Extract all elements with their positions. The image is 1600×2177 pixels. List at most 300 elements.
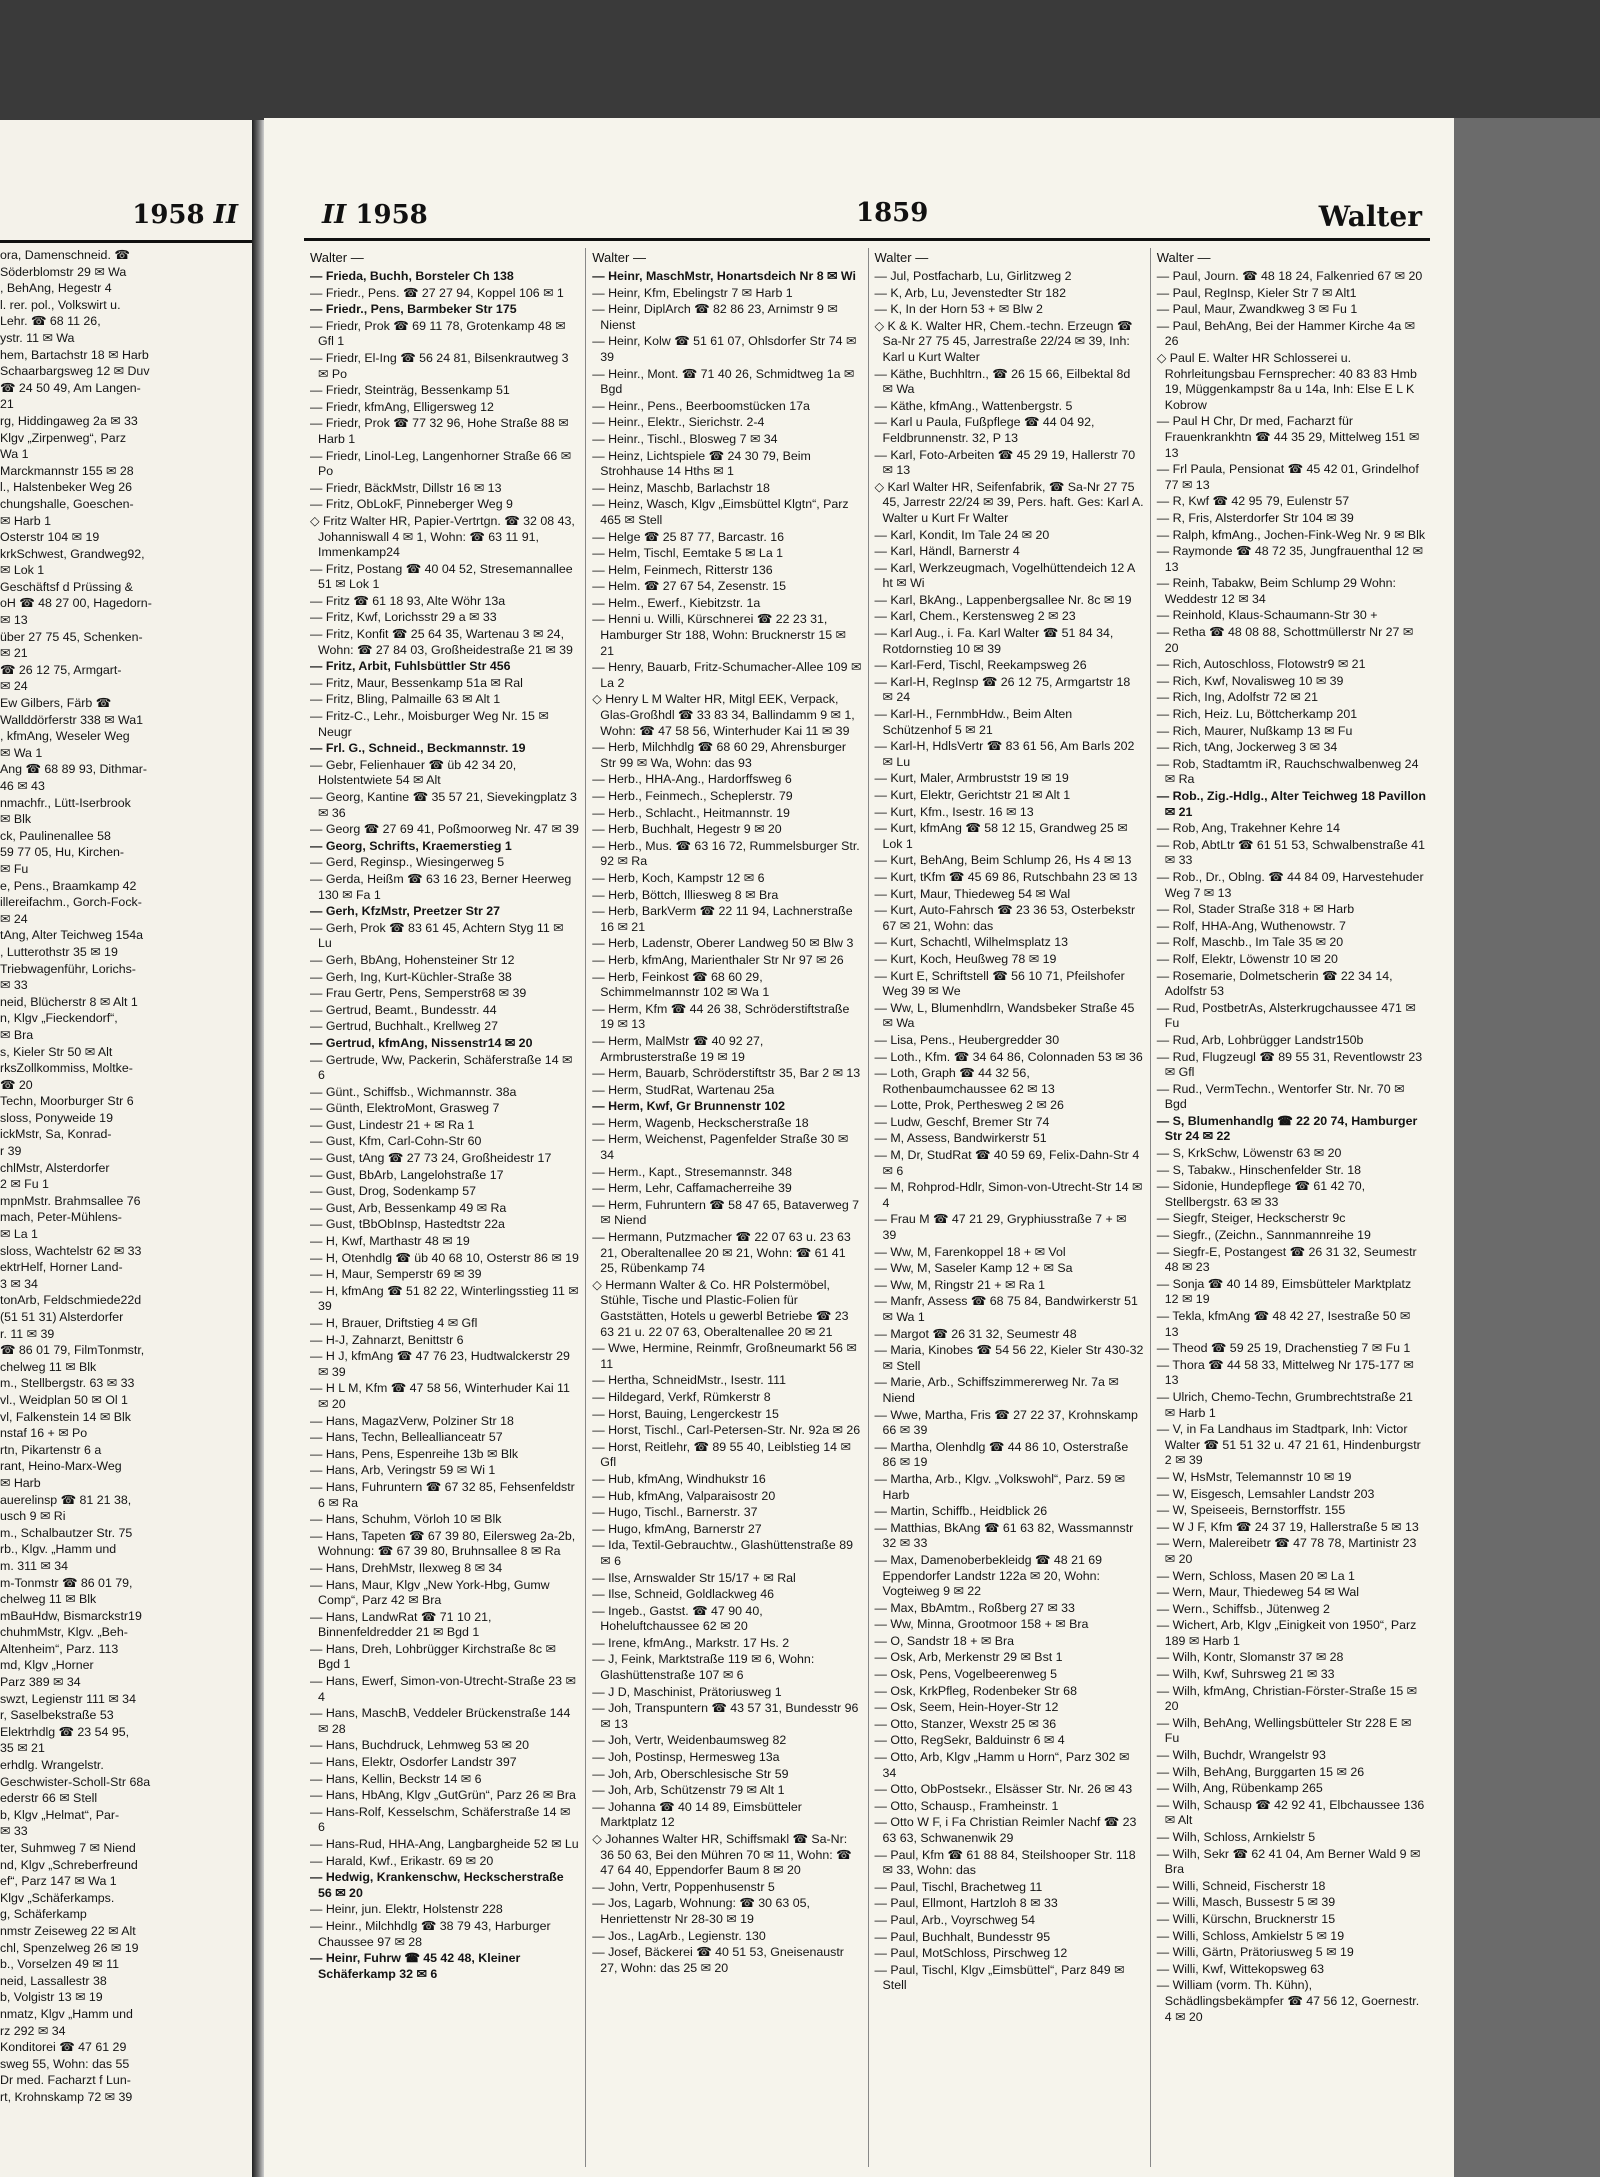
directory-entry: — Willi, Kwf, Wittekopsweg 63	[1156, 1961, 1325, 1976]
directory-entry: — Herm, Fuhruntern ☎ 58 47 65, Bataverweg 7 ✉ Niend	[592, 1197, 860, 1228]
directory-entry: — Otto W F, i Fa Christian Reimler Nachf ☎ 23 63 63, Schwanenwik 29	[874, 1815, 1137, 1845]
directory-entry: — Gerh, KfzMstr, Preetzer Str 27	[310, 904, 501, 919]
directory-entry: — Manfr, Assess ☎ 68 75 84, Bandwirkerstr 51 ✉ Wa 1	[874, 1294, 1138, 1324]
directory-entry: — Paul, RegInsp, Kieler Str 7 ✉ Alt1	[1156, 285, 1357, 300]
directory-entry: — Henry, Bauarb, Fritz-Schumacher-Allee 109 ✉ La 2	[592, 660, 862, 690]
directory-entry: — Frl Paula, Pensionat ☎ 45 42 01, Grindelhof 77 ✉ 13	[1156, 462, 1419, 492]
directory-entry: — M, Dr, StudRat ☎ 40 59 69, Felix-Dahn-Str 4 ✉ 6	[874, 1148, 1140, 1178]
directory-entry: — Paul, Arb., Voyrschweg 54	[874, 1912, 1035, 1927]
left-page-line: Lehr. ☎ 68 11 26,	[0, 314, 101, 329]
left-page-line: ✉ Lok 1	[0, 563, 45, 578]
directory-entry: ◇ Johannes Walter HR, Schiffsmakl ☎ Sa-Nr: 36 50 63, Bei den Mühren 70 ✉ 11, Wohn: ☎ 47 64 40, Eppendorfer Baum 8 ✉ 20	[592, 1832, 852, 1878]
directory-entry: — Joh, Vertr, Weidenbaumsweg 82	[592, 1733, 787, 1748]
directory-entry: — Thora ☎ 44 58 33, Mittelweg Nr 175-177 ✉ 13	[1156, 1357, 1414, 1388]
right-page-header	[264, 118, 1454, 233]
directory-entry: — Jos, Lagarb, Wohnung: ☎ 30 63 05, Henriettenstr Nr 28-30 ✉ 19	[592, 1896, 810, 1926]
left-page-line: ef“, Parz 147 ✉ Wa 1	[0, 1874, 117, 1889]
directory-entry: — Friedr, Steinträg, Bessenkamp 51	[310, 383, 510, 398]
directory-entry: — Frau M ☎ 47 21 29, Gryphiusstraße 7 + ✉ 39	[874, 1212, 1127, 1243]
directory-entry: — Paul, Buchhalt, Bundesstr 95	[874, 1929, 1051, 1944]
directory-entry: ◇ Paul E. Walter HR Schlosserei u. Rohrleitungsbau Fernsprecher: 40 83 83 Hmb 19, Müggenkampstr 8a u 14a, Inh: Else E L K Kobrow	[1156, 350, 1417, 412]
left-page-line: ektrHelf, Horner Land-	[0, 1260, 123, 1275]
directory-entry: — Martha, Olenhdlg ☎ 44 86 10, Osterstraße 86 ✉ 19	[874, 1439, 1129, 1470]
directory-entry: — Rud, Flugzeugl ☎ 89 55 31, Reventlowstr 23 ✉ Gfl	[1156, 1049, 1423, 1080]
left-page-line: sloss, Ponyweide 19	[0, 1110, 113, 1125]
directory-entry: — Wilh, Sekr ☎ 62 41 04, Am Berner Wald 9 ✉ Bra	[1156, 1846, 1421, 1877]
left-page-line: Parz 389 ✉ 34	[0, 1675, 81, 1690]
left-page-line: g, Schäferkamp	[0, 1907, 87, 1922]
left-page-line: ✉ Harb	[0, 1475, 41, 1490]
directory-entry: — Paul, Maur, Zwandkweg 3 ✉ Fu 1	[1156, 302, 1358, 317]
left-page-line: ☎ 26 12 75, Armgart-	[0, 662, 122, 677]
directory-entry: — Horst, Reitlehr, ☎ 89 55 40, Leiblstieg 14 ✉ Gfl	[592, 1439, 851, 1470]
left-page-line: ✉ Bra	[0, 1027, 34, 1042]
directory-entry: — Heinr, jun. Elektr, Holstenstr 228	[310, 1902, 503, 1917]
directory-entry: — Gerda, Heißm ☎ 63 16 23, Berner Heerweg 130 ✉ Fa 1	[310, 871, 572, 902]
directory-entry: — William (vorm. Th. Kühn), Schädlingsbekämpfer ☎ 47 56 12, Goernestr. 4 ✉ 20	[1156, 1978, 1420, 2024]
left-header-rule	[0, 240, 252, 243]
left-page-line: Marckmannstr 155 ✉ 28	[0, 463, 134, 478]
directory-entry: — Sidonie, Hundepflege ☎ 61 42 70, Stellbergstr. 63 ✉ 33	[1156, 1179, 1366, 1209]
directory-entry: — Joh, Postinsp, Hermesweg 13a	[592, 1750, 780, 1765]
directory-entry: — H-J, Zahnarzt, Benittstr 6	[310, 1332, 464, 1347]
directory-entry: — Hans, Tapeten ☎ 67 39 80, Eilersweg 2a-2b, Wohnung: ☎ 67 39 80, Bruhnsallee 8 ✉ Ra	[310, 1528, 576, 1559]
left-page-line: nmachfr., Lütt-Iserbrook	[0, 795, 131, 810]
left-page-line: b, Volgistr 13 ✉ 19	[0, 1990, 103, 2005]
header-rule	[304, 238, 1430, 241]
directory-entry: — Kurt, Elektr, Gerichtstr 21 ✉ Alt 1	[874, 788, 1071, 802]
left-page-line: rg, Hiddingaweg 2a ✉ 33	[0, 413, 138, 428]
directory-entry: — Gerd, Reginsp., Wiesingerweg 5	[310, 855, 505, 870]
left-page-line: rb., Klgv. „Hamm und	[0, 1542, 117, 1557]
directory-entry: — Herm, MalMstr ☎ 40 92 27, Armbrusterstraße 19 ✉ 19	[592, 1033, 764, 1064]
left-page-line: tAng, Alter Teichweg 154a	[0, 928, 144, 943]
directory-entry: — Hans, Pens, Espenreihe 13b ✉ Blk	[310, 1446, 519, 1461]
directory-column	[1151, 248, 1432, 2167]
left-page-line: mach, Peter-Mühlens-	[0, 1210, 122, 1225]
left-year: 1958	[132, 200, 205, 230]
directory-entry: — Helm., Ewerf., Kiebitzstr. 1a	[592, 595, 761, 610]
directory-entry: — Herm, Kwf, Gr Brunnenstr 102	[592, 1099, 786, 1114]
directory-entry: — M, Assess, Bandwirkerstr 51	[874, 1131, 1047, 1146]
directory-entry: — Hans, Maur, Klgv „New York-Hbg, Gumw Comp“, Parz 42 ✉ Bra	[310, 1577, 550, 1608]
directory-entry: — Fritz, Kwf, Lorichsstr 29 a ✉ 33	[310, 610, 497, 625]
directory-entry: — Rud, Arb, Lohbrügger Landstr150b	[1156, 1032, 1364, 1047]
directory-entry: — Willi, Schloss, Amkielstr 5 ✉ 19	[1156, 1928, 1345, 1943]
left-page-line: ✉ Wa 1	[0, 745, 43, 760]
directory-entry: — Herb., Schlacht., Heitmannstr. 19	[592, 805, 790, 820]
left-page-line: ☎ 24 50 49, Am Langen-	[0, 380, 141, 395]
directory-entry: — Georg, Kantine ☎ 35 57 21, Sievekingplatz 3 ✉ 36	[310, 790, 577, 820]
directory-entry: — Paul, MotSchloss, Pirschweg 12	[874, 1946, 1068, 1961]
directory-entry: — Herm, Weichenst, Pagenfelder Straße 30 ✉ 34	[592, 1132, 849, 1163]
column-head: Walter —	[874, 250, 929, 265]
left-page-line: m. 311 ✉ 34	[0, 1558, 69, 1573]
left-page-line: Altenheim“, Parz. 113	[0, 1641, 119, 1656]
left-page-line: 59 77 05, Hu, Kirchen-	[0, 845, 124, 860]
right-page	[264, 118, 1454, 2177]
directory-entry: — Ww, M, Farenkoppel 18 + ✉ Vol	[874, 1244, 1066, 1259]
left-page-line: Wa 1	[0, 447, 29, 462]
directory-entry: — Georg ☎ 27 69 41, Poßmoorweg Nr. 47 ✉ 39	[310, 822, 579, 837]
left-page-line: l., Halstenbeker Weg 26	[0, 480, 133, 495]
left-page-line: ickMstr, Sa, Konrad-	[0, 1127, 112, 1142]
directory-entry: — Horst, Bauing, Lengerckestr 15	[592, 1406, 779, 1421]
left-page-line: chlMstr, Alsterdorfer	[0, 1160, 110, 1175]
directory-entry: — Hugo, kfmAng, Barnerstr 27	[592, 1521, 762, 1536]
directory-entry: — Gust, BbArb, Langelohstraße 17	[310, 1167, 504, 1182]
left-page-line: r 39	[0, 1144, 22, 1159]
left-page-line: ederstr 66 ✉ Stell	[0, 1791, 98, 1806]
directory-entry: — Karl-Ferd, Tischl, Reekampsweg 26	[874, 658, 1087, 673]
directory-entry: — Fritz, Arbit, Fuhlsbüttler Str 456	[310, 659, 511, 674]
directory-entry: — Willi, Masch, Bussestr 5 ✉ 39	[1156, 1895, 1336, 1910]
directory-entry: — Heinr., Tischl., Blosweg 7 ✉ 34	[592, 431, 778, 446]
directory-entry: — Herb, Koch, Kampstr 12 ✉ 6	[592, 870, 765, 885]
directory-entry: — H, Maur, Semperstr 69 ✉ 39	[310, 1267, 482, 1282]
left-page-line: Klgv „Schäferkamps.	[0, 1890, 115, 1905]
left-page-line: hem, Bartachstr 18 ✉ Harb	[0, 347, 149, 362]
left-page-line: krkSchwest, Grandweg92,	[0, 546, 145, 561]
directory-entry: — J D, Maschinist, Prätoriusweg 1	[592, 1684, 782, 1699]
left-page-line: ystr. 11 ✉ Wa	[0, 330, 75, 345]
column-head: Walter —	[592, 250, 646, 265]
directory-entry: — Heinr, Fuhrw ☎ 45 42 48, Kleiner Schäferkamp 32 ✉ 6	[310, 1951, 521, 1981]
left-page-line: 46 ✉ 43	[0, 779, 45, 793]
directory-entry: — Kurt, Maler, Armbruststr 19 ✉ 19	[874, 771, 1069, 786]
directory-entry: — Gerh, BbAng, Hohensteiner Str 12	[310, 952, 515, 967]
directory-entry: — Rich, Heiz. Lu, Böttcherkamp 201	[1156, 707, 1358, 722]
directory-entry: — Otto, Schausp., Framheinstr. 1	[874, 1798, 1059, 1813]
left-page-line: Geschäftsf d Prüssing &	[0, 579, 133, 594]
directory-entry: — Willi, Kürschn, Brucknerstr 15	[1156, 1911, 1336, 1926]
directory-entry: — Hub, kfmAng, Windhukstr 16	[592, 1471, 766, 1486]
directory-entry: — Gust, tAng ☎ 27 73 24, Großheidestr 17	[310, 1151, 552, 1166]
directory-entry: — Siegfr, Steiger, Heckscherstr 9c	[1156, 1211, 1346, 1226]
left-page-line: illereifachm., Gorch-Fock-	[0, 895, 142, 910]
left-page-line: rtn, Pikartenstr 6 a	[0, 1442, 102, 1457]
left-page-line: ✉ La 1	[0, 1227, 38, 1242]
directory-entry: — Maria, Kinobes ☎ 54 56 22, Kieler Str 430-32 ✉ Stell	[874, 1343, 1144, 1373]
left-page-line: chelweg 11 ✉ Blk	[0, 1592, 97, 1607]
directory-entry: — Kurt, Maur, Thiedeweg 54 ✉ Wal	[874, 886, 1071, 901]
directory-entry: — Harald, Kwf., Erikastr. 69 ✉ 20	[310, 1853, 494, 1868]
left-page-line: Klgv „Zirpenweg“, Parz	[0, 430, 127, 445]
directory-entry: — Henni u. Willi, Kürschnerei ☎ 22 23 31, Hamburger Str 188, Wohn: Brucknerstr 15 ✉ 21	[592, 612, 846, 658]
directory-entry: — W, HsMstr, Telemannstr 10 ✉ 19	[1156, 1469, 1352, 1484]
left-page-line: Osterstr 104 ✉ 19	[0, 530, 100, 545]
left-page-line: Techn, Moorburger Str 6	[0, 1094, 134, 1109]
left-page-line: Ang ☎ 68 89 93, Dithmar-	[0, 762, 147, 777]
directory-entry: — Kurt, kfmAng ☎ 58 12 15, Grandweg 25 ✉ Lok 1	[874, 821, 1128, 851]
directory-entry: — Kurt, tKfm ☎ 45 69 86, Rutschbahn 23 ✉ 13	[874, 869, 1138, 884]
left-page-line: neid, Blücherstr 8 ✉ Alt 1	[0, 994, 138, 1009]
directory-entry: — Ww, M, Saseler Kamp 12 + ✉ Sa	[874, 1261, 1073, 1276]
directory-entry: — Hans, Fuhruntern ☎ 67 32 85, Fehsenfeldstr 6 ✉ Ra	[310, 1479, 575, 1510]
directory-entry: — Karl, Händl, Barnerstr 4	[874, 544, 1020, 559]
directory-entry: — Günt., Schiffsb., Wichmannstr. 38a	[310, 1084, 517, 1099]
directory-entry: — Otto, RegSekr, Balduinstr 6 ✉ 4	[874, 1733, 1065, 1748]
directory-entry: — Karl, Kondit, Im Tale 24 ✉ 20	[874, 527, 1050, 542]
directory-entry: — Käthe, Buchhltrn., ☎ 26 15 66, Eilbektal 8d ✉ Wa	[874, 366, 1131, 397]
left-page-line: nstaf 16 + ✉ Po	[0, 1426, 88, 1441]
directory-entry: — Helm. ☎ 27 67 54, Zesenstr. 15	[592, 579, 787, 594]
left-page-line: r, Saselbekstraße 53	[0, 1708, 114, 1723]
directory-entry: — Hugo, Tischl., Barnerstr. 37	[592, 1505, 758, 1520]
directory-entry: — R, Fris, Alsterdorfer Str 104 ✉ 39	[1156, 510, 1354, 525]
directory-entry: — Hans-Rolf, Kesselschm, Schäferstraße 14 ✉ 6	[310, 1804, 571, 1835]
left-page-line: 3 ✉ 34	[0, 1276, 38, 1291]
left-page-line: ✉ Blk	[0, 812, 32, 827]
directory-entry: — W, Speiseeis, Bernstorffstr. 155	[1156, 1503, 1346, 1518]
left-page-line: m-Tonmstr ☎ 86 01 79,	[0, 1575, 133, 1590]
directory-entry: — Fritz, Bling, Palmaille 63 ✉ Alt 1	[310, 692, 501, 707]
directory-entry: — Loth, Graph ☎ 44 32 56, Rothenbaumchaussee 62 ✉ 13	[874, 1066, 1055, 1096]
directory-entry: — Herb., Feinmech., Scheplerstr. 79	[592, 789, 793, 803]
running-head: Walter	[1318, 200, 1422, 233]
directory-entry: — Wwe, Hermine, Reinmfr, Großneumarkt 56 ✉ 11	[592, 1341, 857, 1371]
directory-entry: — Rol, Stader Straße 318 + ✉ Harb	[1156, 902, 1355, 917]
directory-entry: — Fritz, ObLokF, Pinneberger Weg 9	[310, 497, 513, 512]
directory-entry: — Irene, kfmAng., Markstr. 17 Hs. 2	[592, 1635, 790, 1650]
left-page-line: , BehAng, Hegestr 4	[0, 281, 112, 296]
directory-entry: — Wilh, Ang, Rübenkamp 265	[1156, 1781, 1323, 1796]
directory-entry: — Gebr, Felienhauer ☎ üb 42 34 20, Holstentwiete 54 ✉ Alt	[310, 757, 517, 788]
directory-entry: — Wilh, Kwf, Suhrsweg 21 ✉ 33	[1156, 1667, 1335, 1682]
directory-entry: — Hans, Arb, Veringstr 59 ✉ Wi 1	[310, 1463, 496, 1478]
directory-entry: — Karl, BkAng., Lappenbergsallee Nr. 8c ✉ 19	[874, 592, 1132, 607]
directory-entry: — Siegfr-E, Postangest ☎ 26 31 32, Seumestr 48 ✉ 23	[1156, 1244, 1417, 1275]
directory-entry: — Wilh, Kontr, Slomanstr 37 ✉ 28	[1156, 1650, 1344, 1665]
directory-entry: — Herb, Buchhalt, Hegestr 9 ✉ 20	[592, 822, 782, 837]
left-page-line: nmatz, Klgv „Hamm und	[0, 2006, 133, 2021]
directory-entry: — Karl-H, RegInsp ☎ 26 12 75, Armgartstr 18 ✉ 24	[874, 674, 1131, 705]
directory-entry: — H, Brauer, Driftstieg 4 ✉ Gfl	[310, 1316, 478, 1330]
directory-entry: — Rich, Kwf, Novalisweg 10 ✉ 39	[1156, 673, 1344, 688]
directory-entry: — Lisa, Pens., Heubergredder 30	[874, 1032, 1060, 1047]
directory-entry: — Heinr., Milchhdlg ☎ 38 79 43, Harburger Chaussee 97 ✉ 28	[310, 1918, 551, 1949]
directory-entry: — Friedr., Pens. ☎ 27 27 94, Koppel 106 ✉ 1	[310, 285, 564, 300]
directory-entry: — Heinr, Kfm, Ebelingstr 7 ✉ Harb 1	[592, 285, 793, 300]
left-page-line: Konditorei ☎ 47 61 29	[0, 2040, 127, 2055]
directory-entry: — Gust, tBbObInsp, Hastedtstr 22a	[310, 1217, 505, 1232]
left-page-line: vl, Falkenstein 14 ✉ Blk	[0, 1409, 131, 1424]
directory-entry: — Wilh, Schloss, Arnkielstr 5	[1156, 1830, 1316, 1844]
directory-entry: — Herm, Wagenb, Heckscherstraße 18	[592, 1115, 809, 1130]
directory-entry: — Karl Aug., i. Fa. Karl Walter ☎ 51 84 34, Rotdornstieg 10 ✉ 39	[874, 626, 1114, 656]
left-page-line: ✉ Harb 1	[0, 513, 52, 528]
directory-entry: — Hans, Ewerf, Simon-von-Utrecht-Straße 23 ✉ 4	[310, 1674, 576, 1704]
left-page-line: rant, Heino-Marx-Weg	[0, 1459, 122, 1474]
directory-entry: — Josef, Bäckerei ☎ 40 51 53, Gneisenaustr 27, Wohn: das 25 ✉ 20	[592, 1945, 844, 1975]
left-page-line: ✉ Fu	[0, 861, 29, 876]
directory-entry: — Gerh, Ing, Kurt-Küchler-Straße 38	[310, 969, 512, 984]
directory-entry: — Frau Gertr, Pens, Semperstr68 ✉ 39	[310, 986, 527, 1001]
directory-entry: — Paul, Journ. ☎ 48 18 24, Falkenried 67 ✉ 20	[1156, 269, 1423, 283]
left-page-line: n, Klgv „Fieckendorf“,	[0, 1011, 118, 1026]
directory-entry: — Osk, Arb, Merkenstr 29 ✉ Bst 1	[874, 1650, 1063, 1665]
directory-entry: — Gertrud, Beamt., Bundesstr. 44	[310, 1002, 497, 1017]
directory-entry: — Wichert, Arb, Klgv „Einigkeit von 1950“, Parz 189 ✉ Harb 1	[1156, 1618, 1417, 1648]
left-page-line: ☎ 20	[0, 1077, 33, 1092]
left-page-line: Wallddörferstr 338 ✉ Wa1	[0, 712, 144, 727]
directory-entry: — Wern, Malereibetr ☎ 47 78 78, Martinistr 23 ✉ 20	[1156, 1536, 1417, 1566]
left-page-line: ☎ 86 01 79, FilmTonmstr,	[0, 1343, 145, 1358]
directory-entry: — Wilh, BehAng, Wellingsbütteler Str 228 E ✉ Fu	[1156, 1715, 1412, 1746]
directory-entry: — Tekla, kfmAng ☎ 48 42 27, Isestraße 50 ✉ 13	[1156, 1309, 1411, 1339]
directory-entry: ◇ K & K. Walter HR, Chem.-techn. Erzeugn ☎ Sa-Nr 27 75 45, Jarrestraße 22/24 ✉ 39, Inh: Karl u Kurt Walter	[874, 318, 1133, 364]
directory-entry: — Marie, Arb., Schiffszimmererweg Nr. 7a ✉ Niend	[874, 1375, 1119, 1405]
left-page	[0, 120, 255, 2177]
directory-entry: — Fritz-C., Lehr., Moisburger Weg Nr. 15 ✉ Neugr	[310, 709, 549, 739]
directory-entry: — Ilse, Schneid, Goldlackweg 46	[592, 1587, 775, 1602]
left-page-line: mBauHdw, Bismarckstr19	[0, 1608, 142, 1623]
directory-entry: — Raymonde ☎ 48 72 35, Jungfrauenthal 12 ✉ 13	[1156, 544, 1423, 574]
left-page-line: sweg 55, Wohn: das 55	[0, 2056, 130, 2071]
left-page-column	[0, 248, 244, 2107]
directory-entry: — Gerh, Prok ☎ 83 61 45, Achtern Styg 11 ✉ Lu	[310, 920, 564, 951]
directory-entry: — Rich, Maurer, Nußkamp 13 ✉ Fu	[1156, 723, 1353, 738]
directory-entry: — Heinz, Maschb, Barlachstr 18	[592, 480, 770, 495]
directory-entry: — Rosemarie, Dolmetscherin ☎ 22 34 14, Adolfstr 53	[1156, 968, 1393, 999]
directory-entry: — Heinr, Kolw ☎ 51 61 07, Ohlsdorfer Str 74 ✉ 39	[592, 334, 857, 364]
directory-entry: — Gust, Arb, Bessenkamp 49 ✉ Ra	[310, 1200, 507, 1215]
directory-entry: — Jul, Postfacharb, Lu, Girlitzweg 2	[874, 269, 1072, 283]
left-page-line: auerelinsp ☎ 81 21 38,	[0, 1492, 132, 1507]
directory-entry: — Ida, Textil-Gebrauchtw., Glashüttenstraße 89 ✉ 6	[592, 1538, 854, 1568]
left-page-line: (51 51 31) Alsterdorfer	[0, 1310, 124, 1324]
directory-entry: — Gertrude, Ww, Packerin, Schäferstraße 14 ✉ 6	[310, 1052, 573, 1083]
directory-entry: — Jos., LagArb., Legienstr. 130	[592, 1928, 766, 1943]
directory-entry: — Karl, Werkzeugmach, Vogelhüttendeich 12 A ht ✉ Wi	[874, 560, 1135, 591]
left-page-line: sloss, Wachtelstr 62 ✉ 33	[0, 1243, 142, 1258]
left-page-line: chuhmMstr, Klgv. „Beh-	[0, 1625, 128, 1640]
directory-entry: — Rich, Ing, Adolfstr 72 ✉ 21	[1156, 690, 1318, 705]
directory-entry: — Martha, Arb., Klgv. „Volkswohl“, Parz. 59 ✉ Harb	[874, 1471, 1125, 1502]
directory-entry: — Fritz ☎ 61 18 93, Alte Wöhr 13a	[310, 593, 506, 608]
left-page-line: 35 ✉ 21	[0, 1741, 45, 1756]
left-page-line: r. 11 ✉ 39	[0, 1326, 55, 1341]
directory-entry: — Herm, Lehr, Caffamacherreihe 39	[592, 1181, 792, 1196]
left-page-line: Triebwagenführ, Lorichs-	[0, 961, 136, 976]
directory-entry: — Rud, PostbetrAs, Alsterkrugchaussee 471 ✉ Fu	[1156, 1000, 1416, 1031]
left-page-line: s, Kieler Str 50 ✉ Alt	[0, 1044, 113, 1059]
directory-entry: — Wilh, Schausp ☎ 42 92 41, Elbchaussee 136 ✉ Alt	[1156, 1797, 1425, 1828]
left-page-line: b, Klgv „Helmat“, Par-	[0, 1807, 120, 1822]
directory-entry: ◇ Karl Walter HR, Seifenfabrik, ☎ Sa-Nr 27 75 45, Jarrestr 22/24 ✉ 39, Pers. haft. Ges: Karl A. Walter u Kurt Fr Walter	[874, 479, 1144, 525]
page-number: 1859	[856, 198, 929, 228]
directory-entry: — W J F, Kfm ☎ 24 37 19, Hallerstraße 5 ✉ 13	[1156, 1519, 1419, 1534]
directory-entry: — Sonja ☎ 40 14 89, Eimsbütteler Marktplatz 12 ✉ 19	[1156, 1276, 1412, 1307]
right-year: 1958	[355, 200, 428, 230]
directory-entry: — Otto, Arb, Klgv „Hamm u Horn“, Parz 302 ✉ 34	[874, 1750, 1130, 1780]
directory-entry: — Horst, Tischl., Carl-Petersen-Str. Nr. 92a ✉ 26	[592, 1423, 861, 1438]
left-page-line: nmstr Zeiseweg 22 ✉ Alt	[0, 1923, 136, 1938]
directory-entry: — Hans, MagazVerw, Polziner Str 18	[310, 1413, 514, 1428]
directory-entry: — Paul, Ellmont, Hartzloh 8 ✉ 33	[874, 1896, 1058, 1911]
directory-entry: — Rob, Ang, Trakehner Kehre 14	[1156, 821, 1340, 836]
directory-entry: — Hans, DrehMstr, Ilexweg 8 ✉ 34	[310, 1560, 503, 1575]
left-page-line: rz 292 ✉ 34	[0, 2023, 66, 2038]
directory-entry: — Gust, Lindestr 21 + ✉ Ra 1	[310, 1117, 475, 1132]
directory-entry: — Frl. G., Schneid., Beckmannstr. 19	[310, 741, 526, 756]
left-page-line: m., Stellbergstr. 63 ✉ 33	[0, 1376, 135, 1391]
left-page-line: über 27 75 45, Schenken-	[0, 629, 143, 644]
directory-entry: — Willi, Gärtn, Prätoriusweg 5 ✉ 19	[1156, 1945, 1354, 1960]
directory-entry: — Otto, Stanzer, Wexstr 25 ✉ 36	[874, 1716, 1057, 1731]
directory-entry: — Kurt, Schachtl, Wilhelmsplatz 13	[874, 935, 1069, 950]
left-page-line: ✉ 33	[0, 978, 28, 993]
directory-entry: — Kurt, Kfm., Isestr. 16 ✉ 13	[874, 804, 1034, 819]
left-page-line: erhdlg. Wrangelstr.	[0, 1758, 104, 1773]
directory-entry: — Joh, Arb, Oberschlesische Str 59	[592, 1766, 789, 1781]
directory-entry: — Rich, tAng, Jockerweg 3 ✉ 34	[1156, 740, 1338, 755]
directory-entry: — John, Vertr, Poppenhusenstr 5	[592, 1879, 775, 1894]
directory-entry: — Käthe, kfmAng., Wattenbergstr. 5	[874, 398, 1073, 413]
directory-entry: — Kurt, Auto-Fahrsch ☎ 23 36 53, Osterbekstr 67 ✉ 21, Wohn: das	[874, 903, 1136, 933]
directory-entry: — K, Arb, Lu, Jevenstedter Str 182	[874, 285, 1066, 300]
directory-entry: — Martin, Schiffb., Heidblick 26	[874, 1504, 1048, 1519]
directory-entry: — Rob, AbtLtr ☎ 61 51 53, Schwalbenstraße 41 ✉ 33	[1156, 837, 1425, 868]
directory-entry: — Willi, Schneid, Fischerstr 18	[1156, 1878, 1326, 1893]
directory-entry: — Heinr., Elektr., Sierichstr. 2-4	[592, 415, 765, 430]
directory-entry: — Gertrud, Buchhalt., Krellweg 27	[310, 1019, 499, 1034]
directory-entry: — Fritz, Maur, Bessenkamp 51a ✉ Ral	[310, 675, 523, 690]
left-page-line: e, Pens., Braamkamp 42	[0, 878, 137, 893]
directory-columns	[304, 248, 1432, 2167]
directory-entry: — H, Kwf, Marthastr 48 ✉ 19	[310, 1234, 470, 1249]
left-page-line: ✉ 21	[0, 646, 28, 661]
directory-entry: — Hans, Elektr, Osdorfer Landstr 397	[310, 1755, 517, 1770]
directory-entry: — Paul, Kfm ☎ 61 88 84, Steilshooper Str. 118 ✉ 33, Wohn: das	[874, 1847, 1136, 1878]
directory-entry: — Rich, Autoschloss, Flotowstr9 ✉ 21	[1156, 657, 1366, 672]
directory-entry: — H L M, Kfm ☎ 47 58 56, Winterhuder Kai 11 ✉ 20	[310, 1381, 570, 1411]
directory-entry: — Friedr., Pens, Barmbeker Str 175	[310, 302, 517, 317]
directory-entry: — Herm, StudRat, Wartenau 25a	[592, 1082, 775, 1097]
left-page-line: Söderblomstr 29 ✉ Wa	[0, 264, 127, 279]
left-page-line: Dr med. Facharzt f Lun-	[0, 2073, 131, 2088]
directory-entry: — Ww, Minna, Grootmoor 158 + ✉ Bra	[874, 1617, 1089, 1632]
directory-entry: — Wilh, Buchdr, Wrangelstr 93	[1156, 1748, 1326, 1763]
left-page-line: , Lutterothstr 35 ✉ 19	[0, 944, 118, 959]
directory-entry: — H, Otenhdlg ☎ üb 40 68 10, Osterstr 86 ✉ 19	[310, 1250, 579, 1265]
directory-entry: — Karl-H, HdlsVertr ☎ 83 61 56, Am Barls 202 ✉ Lu	[874, 739, 1135, 769]
directory-entry: — Matthias, BkAng ☎ 61 63 82, Wassmannstr 32 ✉ 33	[874, 1520, 1134, 1551]
directory-entry: — Friedr, El-Ing ☎ 56 24 81, Bilsenkrautweg 3 ✉ Po	[310, 350, 569, 381]
directory-entry: — Friedr, Prok ☎ 69 11 78, Grotenkamp 48 ✉ Gfl 1	[310, 318, 566, 349]
directory-entry: — Friedr, BäckMstr, Dillstr 16 ✉ 13	[310, 480, 502, 495]
directory-entry: — J, Feink, Marktstraße 119 ✉ 6, Wohn: Glashüttenstraße 107 ✉ 6	[592, 1652, 815, 1683]
directory-entry: — Ralph, kfmAng., Jochen-Fink-Weg Nr. 9 ✉ Blk	[1156, 527, 1426, 542]
left-page-line: m., Schalbautzer Str. 75	[0, 1525, 133, 1540]
directory-entry: — Reinh, Tabakw, Beim Schlump 29 Wohn: Weddestr 12 ✉ 34	[1156, 576, 1396, 606]
directory-entry: — Herb, kfmAng, Marienthaler Str Nr 97 ✉ 26	[592, 952, 844, 967]
left-page-line: ✉ 33	[0, 1824, 28, 1839]
directory-entry: — Karl u Paula, Fußpflege ☎ 44 04 92, Feldbrunnenstr. 32, P 13	[874, 415, 1095, 445]
directory-entry: — Georg, Schrifts, Kraemerstieg 1	[310, 838, 512, 853]
left-page-line: , kfmAng, Weseler Weg	[0, 729, 130, 744]
directory-entry: — Kurt, Koch, Heußweg 78 ✉ 19	[874, 951, 1057, 966]
directory-entry: — H, kfmAng ☎ 51 82 22, Winterlingsstieg 11 ✉ 39	[310, 1283, 579, 1314]
directory-entry: — Paul, Tischl, Brachetweg 11	[874, 1879, 1043, 1894]
left-page-line: swzt, Legienstr 111 ✉ 34	[0, 1691, 136, 1706]
directory-entry: — Theod ☎ 59 25 19, Drachenstieg 7 ✉ Fu 1	[1156, 1341, 1411, 1356]
left-page-line: Elektrhdlg ☎ 23 54 95,	[0, 1724, 130, 1739]
directory-entry: — Siegfr., (Zeichn., Sannmannreihe 19	[1156, 1228, 1371, 1243]
directory-entry: — Hans, MaschB, Veddeler Brückenstraße 144 ✉ 28	[310, 1706, 571, 1736]
directory-entry: — Retha ☎ 48 08 88, Schottmüllerstr Nr 27 ✉ 20	[1156, 625, 1414, 655]
directory-entry: — Gust, Kfm, Carl-Cohn-Str 60	[310, 1134, 482, 1149]
